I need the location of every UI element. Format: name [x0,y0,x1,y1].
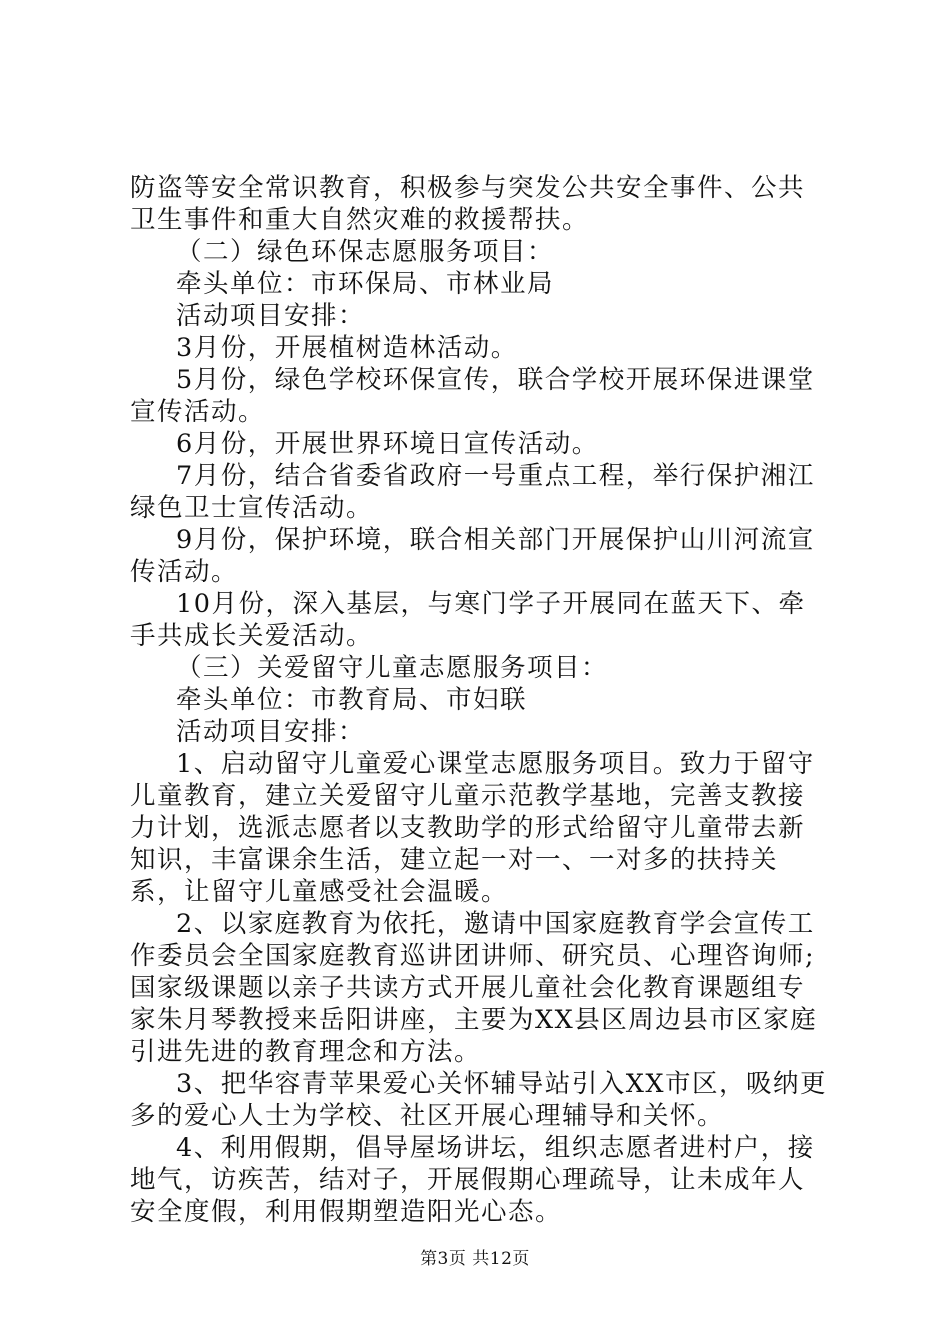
section-heading-green-environment: （二）绿色环保志愿服务项目： [176,237,555,267]
lead-unit-line: 牵头单位：市教育局、市妇联 [176,685,528,715]
numbered-item-4: 4、利用假期，倡导屋场讲坛，组织志愿者进村户，接地气，访疾苦，结对子，开展假期心理疏导，让未成年人安全度假，利用假期塑造阳光心态。 [130,1133,815,1227]
list-item-march: 3月份，开展植树造林活动。 [176,333,518,363]
activity-arrangement-label: 活动项目安排： [176,717,366,747]
list-item-july: 7月份，结合省委省政府一号重点工程，举行保护湘江绿色卫士宣传活动。 [130,461,815,523]
list-item-september: 9月份，保护环境，联合相关部门开展保护山川河流宣传活动。 [130,525,815,587]
section-heading-left-behind-children: （三）关爱留守儿童志愿服务项目： [176,653,609,683]
numbered-item-1: 1、启动留守儿童爱心课堂志愿服务项目。致力于留守儿童教育，建立关爱留守儿童示范教学基地，完善支教接力计划，选派志愿者以支教助学的形式给留守儿童带去新知识，丰富课余生活，建立起一对一、一对多的扶持关系，让留守儿童感受社会温暖。 [130,749,815,907]
list-item-october: 10月份，深入基层，与寒门学子开展同在蓝天下、牵手共成长关爱活动。 [130,589,806,651]
numbered-item-2: 2、以家庭教育为依托，邀请中国家庭教育学会宣传工作委员会全国家庭教育巡讲团讲师、研究员、心理咨询师;国家级课题以亲子共读方式开展儿童社会化教育课题组专家朱月琴教授来岳阳讲座，主要为XX县区周边县市区家庭引进先进的教育理念和方法。 [130,909,818,1067]
lead-unit-line: 牵头单位：市环保局、市林业局 [176,269,555,299]
paragraph-continuation: 防盗等安全常识教育，积极参与突发公共安全事件、公共卫生事件和重大自然灾难的救援帮扶。 [130,173,806,235]
document-body [130,172,830,1228]
numbered-item-3: 3、把华容青苹果爱心关怀辅导站引入XX市区，吸纳更多的爱心人士为学校、社区开展心理辅导和关怀。 [130,1069,828,1131]
page-number-footer: 第3页 共12页 [420,1249,530,1269]
list-item-may: 5月份，绿色学校环保宣传，联合学校开展环保进课堂宣传活动。 [130,365,815,427]
activity-arrangement-label: 活动项目安排： [176,301,366,331]
list-item-june: 6月份，开展世界环境日宣传活动。 [176,429,599,459]
